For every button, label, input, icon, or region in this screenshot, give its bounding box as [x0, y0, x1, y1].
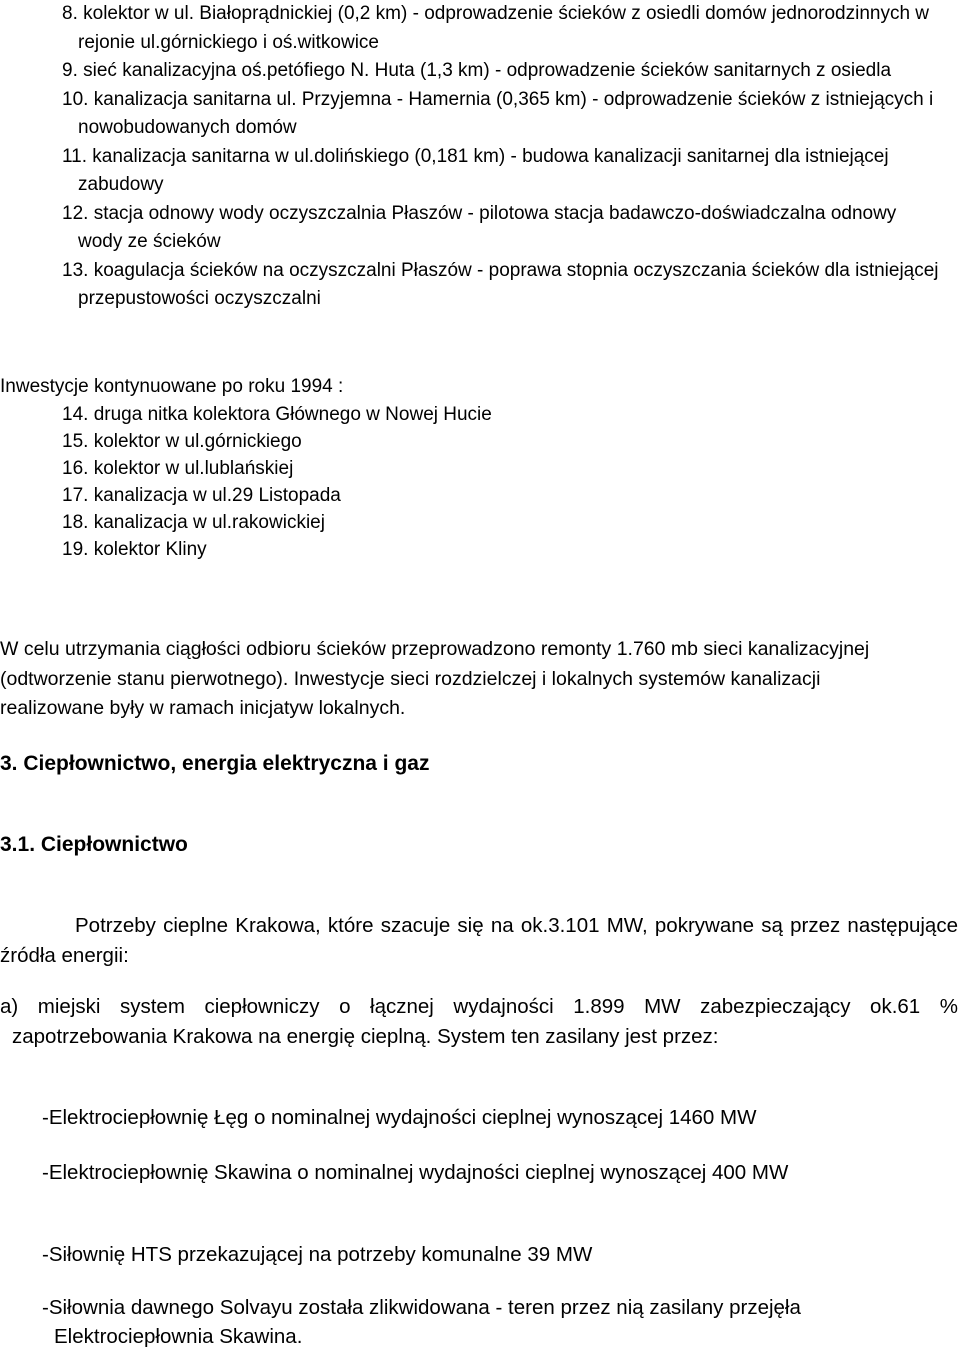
list-item: 19. kolektor Kliny	[62, 539, 207, 560]
continued-investments-heading: Inwestycje kontynuowane po roku 1994 :	[0, 376, 344, 397]
list-item: 16. kolektor w ul.lublańskiej	[62, 458, 294, 479]
investment-list-completed	[62, 0, 942, 314]
list-item-a: a) miejski system ciepłowniczy o łącznej wydajności 1.899 MW zabezpieczający ok.61 % zapotrzebowania Krakowa na energię cieplną. System ten zasilany jest przez:	[0, 995, 958, 1048]
heat-source-item: -Siłownia dawnego Solvayu została zlikwidowana - teren przez nią zasilany przejęła Elektrociepłownia Skawina.	[42, 1296, 801, 1348]
subsection-heading: 3.1. Ciepłownictwo	[0, 833, 188, 856]
list-item: 11. kanalizacja sanitarna w ul.dolińskiego (0,181 km) - budowa kanalizacji sanitarnej dla istniejącej zabudowy	[62, 145, 889, 195]
list-item: 9. sieć kanalizacyjna oś.petófiego N. Huta (1,3 km) - odprowadzenie ścieków sanitarnych z osiedla	[62, 60, 892, 81]
section-heading: 3. Ciepłownictwo, energia elektryczna i gaz	[0, 752, 430, 775]
list-item: 15. kolektor w ul.górnickiego	[62, 431, 302, 452]
intro-paragraph: Potrzeby cieplne Krakowa, które szacuje się na ok.3.101 MW, pokrywane są przez następujące źródła energii:	[0, 914, 958, 967]
list-item: 17. kanalizacja w ul.29 Listopada	[62, 485, 341, 506]
list-item: 18. kanalizacja w ul.rakowickiej	[62, 512, 325, 533]
list-item: 13. koagulacja ścieków na oczyszczalni Płaszów - poprawa stopnia oczyszczania ścieków dla istniejącej przepustowości oczyszczalni	[62, 259, 939, 309]
heat-source-item: -Siłownię HTS przekazującej na potrzeby komunalne 39 MW	[42, 1243, 593, 1266]
investment-list-continued	[62, 401, 942, 563]
list-item: 8. kolektor w ul. Białoprądnickiej (0,2 km) - odprowadzenie ścieków z osiedli domów jednorodzinnych w rejonie ul.górnickiego i oś.witkowice	[62, 3, 930, 53]
repairs-paragraph: W celu utrzymania ciągłości odbioru ścieków przeprowadzono remonty 1.760 mb sieci kanalizacyjnej (odtworzenie stanu pierwotnego). Inwestycje sieci rozdzielczej i lokalnych systemów kanalizacji realizowane były w ramach inicjatyw lokalnych.	[0, 638, 870, 719]
heat-source-item: -Elektrociepłownię Skawina o nominalnej wydajności cieplnej wynoszącej 400 MW	[42, 1161, 789, 1184]
list-item: 12. stacja odnowy wody oczyszczalnia Płaszów - pilotowa stacja badawczo-doświadczalna odnowy wody ze ścieków	[62, 202, 897, 252]
list-item: 10. kanalizacja sanitarna ul. Przyjemna - Hamernia (0,365 km) - odprowadzenie ścieków z istniejących i nowobudowanych domów	[62, 88, 934, 138]
list-item: 14. druga nitka kolektora Głównego w Nowej Hucie	[62, 404, 492, 425]
heat-source-item: -Elektrociepłownię Łęg o nominalnej wydajności cieplnej wynoszącej 1460 MW	[42, 1106, 757, 1129]
